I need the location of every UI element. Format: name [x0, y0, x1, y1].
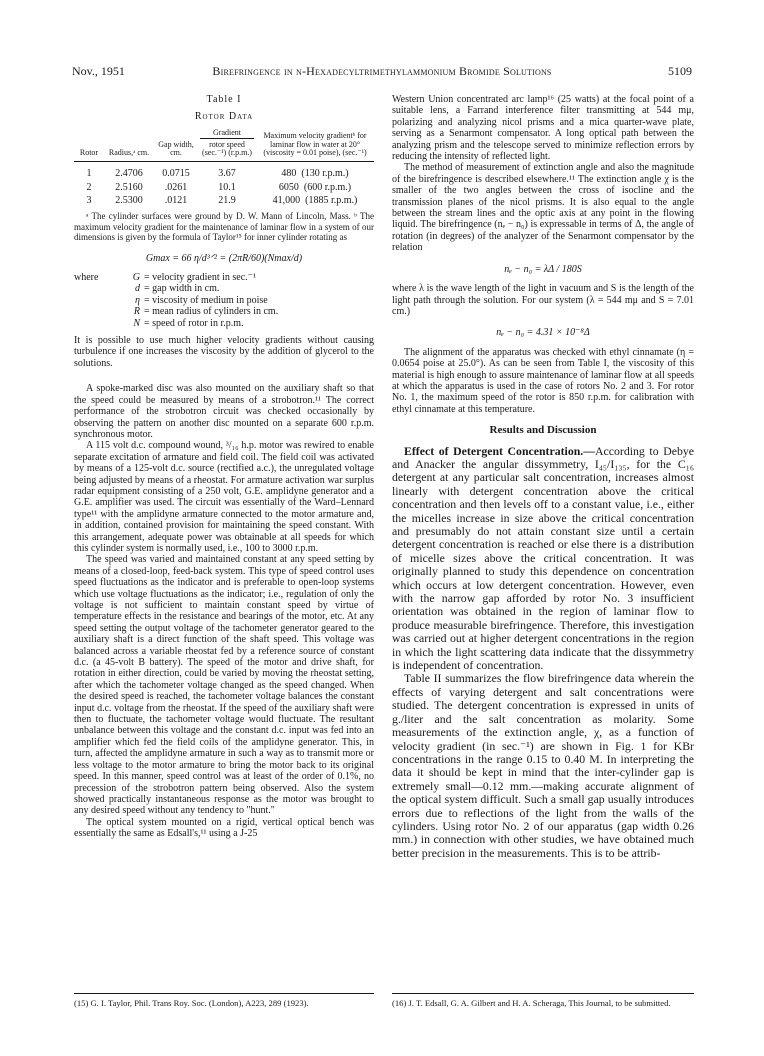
cell-rotor: 3: [86, 195, 92, 207]
paragraph-optical-system: The optical system mounted on a rigid, vertical optical bench was essentially the same as Edsall's,¹¹ using a J-25: [74, 816, 374, 840]
paragraph-alignment: The alignment of the apparatus was checked with ethyl cinnamate (η = 0.0654 poise at 25.0°). As can be seen from Table I, the viscosity of this material is high enough to assure maintenance of laminar flow at all speeds at which the apparatus is used in the case of rotors No. 2 and 3. For rotor No. 1, the maximum speed of the rotor is 850 r.p.m. for calibration with ethyl cinnamate at this temperature.: [392, 346, 694, 415]
cell-speed: 21.9: [218, 195, 236, 207]
cell-speed: 3.67: [218, 168, 236, 180]
header-date: Nov., 1951: [72, 64, 125, 78]
def-text: = gap width in cm.: [144, 283, 220, 295]
running-header: [72, 64, 692, 82]
cell-gap: .0261: [164, 181, 188, 193]
table-row: [74, 162, 374, 181]
def-symbol: R: [133, 306, 140, 318]
section-heading: Results and Discussion: [489, 424, 597, 437]
table-row: [74, 181, 374, 194]
cell-radius: 2.5300: [115, 195, 143, 207]
effect-heading: Effect of Detergent Concentration.—: [404, 443, 596, 458]
def-text: = viscosity of medium in poise: [144, 294, 268, 306]
footnote-16: (16) J. T. Edsall, G. A. Gilbert and H. A. Scheraga, This Journal, to be submitted.: [392, 998, 671, 1008]
th-gradient-group: Gradient: [200, 129, 254, 139]
cell-radius: 2.5160: [115, 181, 143, 193]
th-radius: Radius,ᵃ cm.: [108, 148, 150, 158]
cell-rotor: 2: [86, 181, 92, 193]
paragraph-method: The method of measurement of extinction angle and also the magnitude of the birefringence is described elsewhere.¹¹ The extinction angle χ is the smaller of the two angles between the cross of isocline and the transmission planes of the nicol prisms. It is also equal to the angle between the stream lines and the optic axis at any point in the flowing liquid. The birefringence (nₑ − n₀) is expressable in terms of Δ, the angle of rotation (in degrees) of the analyzer of the Senarmont compensator by the relation: [392, 162, 694, 254]
paragraph-wavelength: where λ is the wave length of the light in vacuum and S is the length of the light path through the solution. For our system (λ = 544 mμ and S = 7.01 cm.): [392, 283, 694, 317]
th-rotor: Rotor: [79, 148, 99, 158]
paragraph-glycerol: It is possible to use much higher velocity gradients without causing turbulence if one increases the viscosity by the addition of glycerol to the solutions.: [74, 335, 374, 369]
formula-system: nₑ − n₀ = 4.31 × 10⁻⁸Δ: [496, 327, 590, 339]
header-title: Birefringence in n-Hexadecyltrimethylammonium Bromide Solutions: [212, 64, 552, 78]
rotor-data-table: [74, 129, 374, 208]
footnote-rule-left: [74, 993, 374, 994]
paragraph-effect: [392, 445, 694, 673]
paragraph-lamp: Western Union concentrated arc lamp¹⁶ (25 watts) at the focal point of a suitable lens, a Farrand interference filter transmitting at 544 mμ, polarizing and analyzing nicol prisms and a mica quarter-wave plate, serving as a Senarmont compensator. A long optical path between the analyzing prism and the telescope served to minimize reflection errors by reducing the intensity of reflected light.: [392, 94, 694, 163]
cell-gap: 0.0715: [162, 168, 190, 180]
formula-birefringence: nₑ − n₀ = λΔ / 180S: [504, 263, 582, 275]
table-subtitle: Rotor Data: [194, 111, 254, 123]
cell-rotor: 1: [86, 168, 92, 180]
cell-speed: 10.1: [218, 181, 236, 193]
cell-max: 41,000 (1885 r.p.m.): [272, 195, 358, 207]
def-symbol: G: [132, 272, 140, 284]
th-max-velocity: Maximum velocity gradientᵇ for laminar flow in water at 20° (viscosity = 0.01 poise), (sec.⁻¹): [263, 130, 367, 158]
def-text: = speed of rotor in r.p.m.: [144, 317, 244, 329]
th-rotor-speed: [198, 129, 256, 162]
formula-gmax: Gmax = 66 η/d³ᐟ² = (2πR/60)(Nmax/d): [145, 252, 303, 264]
paragraph-strobotron: A spoke-marked disc was also mounted on the auxiliary shaft so that the speed could be measured by means of a strobotron.¹¹ The correct performance of the strobotron circuit was checked occasionally by observing the pattern on another disc mounted on a separate 600 r.p.m. synchronous motor.: [74, 383, 374, 440]
right-column: [392, 94, 694, 860]
effect-text: According to Debye and Anacker the angular dissymmetry, I₄₅/I₁₃₅, for the C₁₆ detergent at any particular salt concentration, increases almost linearly with detergent concentration above the critical concentration and then levels off to a constant value, i.e., either the micelles increase in size above the critical concentration and presumably do not attain constant size until a certain detergent concentration is reached or else there is a distribution of micelle sizes above the critical concentration. It was originally planned to study this dependence on concentration which occurs at low detergent concentration. However, even with the narrow gap afforded by rotor No. 3 insufficient orientation was obtained in the region of laminar flow to produce measurable birefringence. Therefore, this investigation was carried out at higher detergent concentrations in the region in which the light scattering data indicate that the dissymmetry is independent of concentration.: [392, 443, 694, 673]
paragraph-speed-control: The speed was varied and maintained constant at any speed setting by means of a closed-loop, feed-back system. This type of speed control uses speed fluctuations as the indicator and is preferable to open-loop systems which use voltage fluctuations as the indicator; i.e., regulation of only the voltage is not sufficient to maintain constant speed by virtue of temperature effects in the resistance and bearings of the motor, etc. At any speed setting the output voltage of the tachometer generator geared to the auxiliary shaft is a direct function of the shaft speed. This voltage was balanced across a variable rheostat fed by a reference source of constant d.c. (a 45-volt B battery). The speed of the motor and drive shaft, for rotation in either direction, could be varied by moving the rheostat setting, after which the tachometer voltage changed as the speed changed. When the desired speed is reached, the tachometer voltage balances the constant input d.c. voltage from the rheostat. If the speed of the auxiliary shaft were then to fluctuate, the tachometer voltage would fluctuate. The resultant unbalance between this voltage and the constant d.c. input was fed into an amplifier which fed the field coils of the amplidyne generator. This, in turn, affected the amplidyne armature in such a way as to transmit more or less voltage to the motor armature to bring the motor back to its original speed. In this manner, speed control was at least of the order of 0.1%, no precession of the strobotron pattern being observed. Also the system showed practically instantaneous response as the motor was brought to any desired speed without any tendency to "hunt.": [74, 554, 374, 817]
definitions-list: [74, 272, 374, 329]
left-column: [74, 94, 374, 840]
def-text: = mean radius of cylinders in cm.: [144, 306, 279, 318]
cell-max: 480 (130 r.p.m.): [281, 168, 349, 180]
cell-max: 6050 (600 r.p.m.): [278, 181, 352, 193]
footnote-rule-right: [392, 993, 694, 994]
paragraph-motor: A 115 volt d.c. compound wound, ³/₁₆ h.p. motor was rewired to enable separate excitation of armature and field coil. The field coil was activated by means of a 125-volt d.c. source (rectified a.c.), the unregulated voltage being adjusted by means of a rheostat. For armature activation war surplus radar equipment consisting of a 250 volt, G.E. amplidyne generator and a G.E. amplifier was used. The circuit was essentially of the Ward–Lennard type¹¹ with the amplidyne armature connected to the motor armature and, in addition, contained provision for maintaining the speed constant. With this arrangement, adequate power was obtainable at all speeds for which this cylinder system is normally used, i.e., 100 to 3000 r.p.m.: [74, 440, 374, 554]
page-number: 5109: [668, 64, 692, 78]
table-title: Table I: [206, 94, 242, 105]
th-gap: Gap width, cm.: [158, 139, 194, 158]
def-text: = velocity gradient in sec.⁻¹: [144, 272, 256, 284]
footnote-15: (15) G. I. Taylor, Phil. Trans Roy. Soc. (London), A223, 289 (1923).: [74, 998, 309, 1008]
paragraph-table2: Table II summarizes the flow birefringence data wherein the effects of varying detergent and salt concentrations were studied. The detergent concentration is expressed in units of g./liter and the salt concentration as molarity. Some measurements of the extinction angle, χ, as a function of velocity gradient (in sec.⁻¹) are shown in Fig. 1 for KBr concentrations in the range 0.15 to 0.40 M. In interpreting the data it should be kept in mind that the inter-cylinder gap is extremely small—0.12 mm.—making accurate alignment of the optical system difficult. Such a small gap usually introduces errors due to reflections of the light from the walls of the cylinders. Using rotor No. 2 of our apparatus (gap width 0.26 mm.) in connection with other studies, we have obtained much better precision in the measurements. This is to be attrib-: [392, 671, 694, 860]
th-rotor-speed-label: rotor speed (sec.⁻¹) (r.p.m.): [202, 139, 252, 158]
defs-lead: where: [74, 272, 99, 284]
def-symbol: N: [133, 317, 140, 329]
cell-radius: 2.4706: [115, 168, 143, 180]
def-symbol: d: [135, 283, 140, 295]
def-symbol: η: [135, 294, 140, 306]
cell-gap: .0121: [164, 195, 188, 207]
table-footnote: ᵃ The cylinder surfaces were ground by D. W. Mann of Lincoln, Mass. ᵇ The maximum velocity gradient for the maintenance of laminar flow in a system of our dimensions is given by the formula of Taylor¹⁵ for inner cylinder rotating as: [74, 211, 374, 243]
table-row: [74, 194, 374, 207]
